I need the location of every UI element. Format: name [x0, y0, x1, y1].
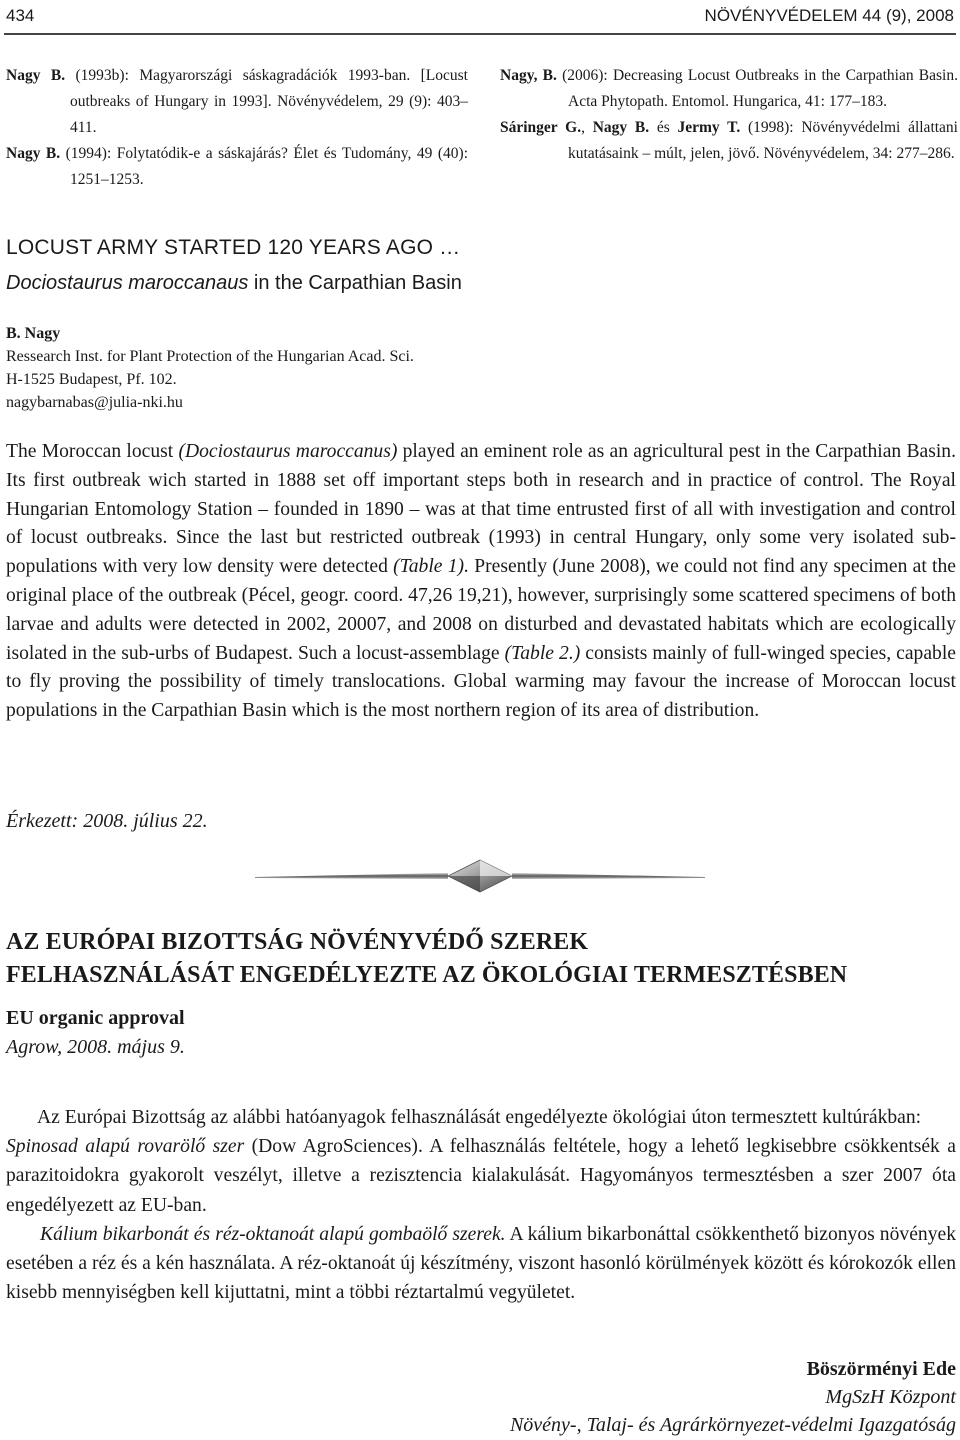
- references-right-column: [500, 63, 958, 167]
- affiliation-address: H-1525 Budapest, Pf. 102.: [6, 371, 177, 388]
- author-email: nagybarnabas@julia-nki.hu: [6, 394, 183, 411]
- table-reference: (Table 1).: [393, 556, 469, 578]
- product-name: Spinosad alapú rovarölő szer: [6, 1136, 245, 1158]
- species-name: Dociostaurus maroccanaus: [6, 272, 249, 294]
- abstract-text: Presently (June 2008), we could not find any specimen at the original place of the outbreak (Pécel, geogr. coord. 47,26 19,21), however, surprisingly some scattered specimens of both larvae and adults were detected in 2002, 20007, and 2008 on disturbed and devastated habitats which are ecologically isolated in the sub-urbs of Budapest. Such a locust-assemblage: [6, 556, 956, 664]
- reference-text: (1994): Folytatódik-e a sáskajárás? Élet és Tudomány, 49 (40): 1251–1253.: [60, 145, 468, 188]
- source-citation: Agrow, 2008. május 9.: [6, 1036, 185, 1058]
- article-title-hungarian: [6, 926, 847, 992]
- references-left-column: [6, 63, 468, 193]
- abstract-text: The Moroccan locust: [6, 441, 179, 462]
- paragraph-text: A kálium bikarbonáttal csökkenthető bizonyos növények esetében a réz és a kén használata. A réz-oktanoát új készítmény, viszont hasonló körülmények között és kórokozók ellen kisebb mennyiségben kell kijuttatni, mint a többi réztartalmú vegyületet.: [6, 1223, 956, 1304]
- english-subtitle: EU organic approval: [6, 1007, 185, 1029]
- header-rule: [4, 33, 956, 35]
- body-paragraph: [6, 1220, 956, 1308]
- author-affiliation: [6, 322, 414, 414]
- reference-author: Nagy B.: [6, 67, 66, 84]
- reference-text: (1998): Növényvédelmi állattani kutatásaink – múlt, jelen, jövő. Növényvédelem, 34: 277–286.: [568, 119, 958, 162]
- title-line: FELHASZNÁLÁSÁT ENGEDÉLYEZTE AZ ÖKOLÓGIAI TERMESZTÉSBEN: [6, 962, 848, 988]
- subtitle-text: in the Carpathian Basin: [248, 272, 462, 294]
- abstract-text: played an eminent role as an agricultural pest in the Carpathian Basin. Its first outbreak wich started in 1888 set off important steps both in research and in practice of control. The Royal Hungarian Entomology Station – founded in 1890 – was at that time entrusted first of all with investigation and control of locust outbreaks. Since the last but restricted outbreak (1993) in central Hungary, only some very isolated sub-populations with very low density were detected: [6, 441, 957, 578]
- table-reference: (Table 2.): [504, 642, 581, 664]
- reference-author: Nagy B.: [6, 145, 61, 162]
- ornament-divider-icon: [250, 856, 710, 896]
- reference-author: Jermy T.: [677, 119, 741, 136]
- body-paragraph: [6, 1132, 956, 1220]
- running-header: [6, 4, 954, 30]
- reference-separator: és: [649, 119, 678, 136]
- article-body-hungarian: [6, 1103, 956, 1307]
- received-date: Érkezett: 2008. július 22.: [6, 810, 208, 832]
- abstract-english: [6, 438, 956, 726]
- reference-item: [500, 115, 958, 167]
- body-paragraph: Az Európai Bizottság az alábbi hatóanyagok felhasználását engedélyezte ökológiai úton termesztett kultúrákban:: [37, 1107, 922, 1128]
- reference-item: [6, 141, 468, 193]
- title-line: AZ EURÓPAI BIZOTTSÁG NÖVÉNYVÉDŐ SZEREK: [6, 929, 589, 955]
- reference-item: [6, 63, 468, 141]
- reference-author: Sáringer G.: [500, 119, 582, 136]
- signature-organization: MgSzH Központ: [825, 1386, 956, 1408]
- reference-author: Nagy, B.: [500, 67, 557, 84]
- reference-text: (1993b): Magyarországi sáskagradációk 1993-ban. [Locust outbreaks of Hungary in 1993]. Növényvédelem, 29 (9): 403–411.: [65, 67, 468, 136]
- affiliation-institute: Ressearch Inst. for Plant Protection of the Hungarian Acad. Sci.: [6, 348, 414, 365]
- product-name: Kálium bikarbonát és réz-oktanoát alapú gombaölő szerek.: [40, 1223, 506, 1245]
- paragraph-text: (Dow AgroSciences). A felhasználás feltétele, hogy a lehető legkisebbre csökkentsék a parazitoidokra gyakorolt veszélyt, illetve a rezisztencia kialakulását. Hagyományos termesztésben a szer 2007 óta engedélyezett az EU-ban.: [6, 1136, 956, 1216]
- reference-item: [500, 63, 958, 115]
- signature-name: Böszörményi Ede: [806, 1358, 956, 1380]
- journal-citation: NÖVÉNYVÉDELEM 44 (9), 2008: [704, 6, 954, 25]
- reference-separator: ,: [581, 119, 593, 136]
- page-number: 434: [6, 6, 35, 25]
- abstract-text: consists mainly of full-winged species, capable to fly proving the possibility of timely translocations. Global warming may favour the increase of Moroccan locust populations in the Carpathian Basin which is the most northern region of its area of distribution.: [6, 642, 956, 722]
- reference-author: Nagy B.: [592, 119, 650, 136]
- species-name: (Dociostaurus maroccanus): [178, 441, 398, 462]
- article-subtitle-english: [6, 272, 462, 295]
- reference-text: (2006): Decreasing Locust Outbreaks in the Carpathian Basin. Acta Phytopath. Entomol. Hungarica, 41: 177–183.: [556, 67, 958, 110]
- article-title-english: LOCUST ARMY STARTED 120 YEARS AGO …: [6, 236, 461, 259]
- author-name: B. Nagy: [6, 325, 61, 342]
- signature-department: Növény-, Talaj- és Agrárkörnyezet-védelmi Igazgatóság: [509, 1414, 956, 1436]
